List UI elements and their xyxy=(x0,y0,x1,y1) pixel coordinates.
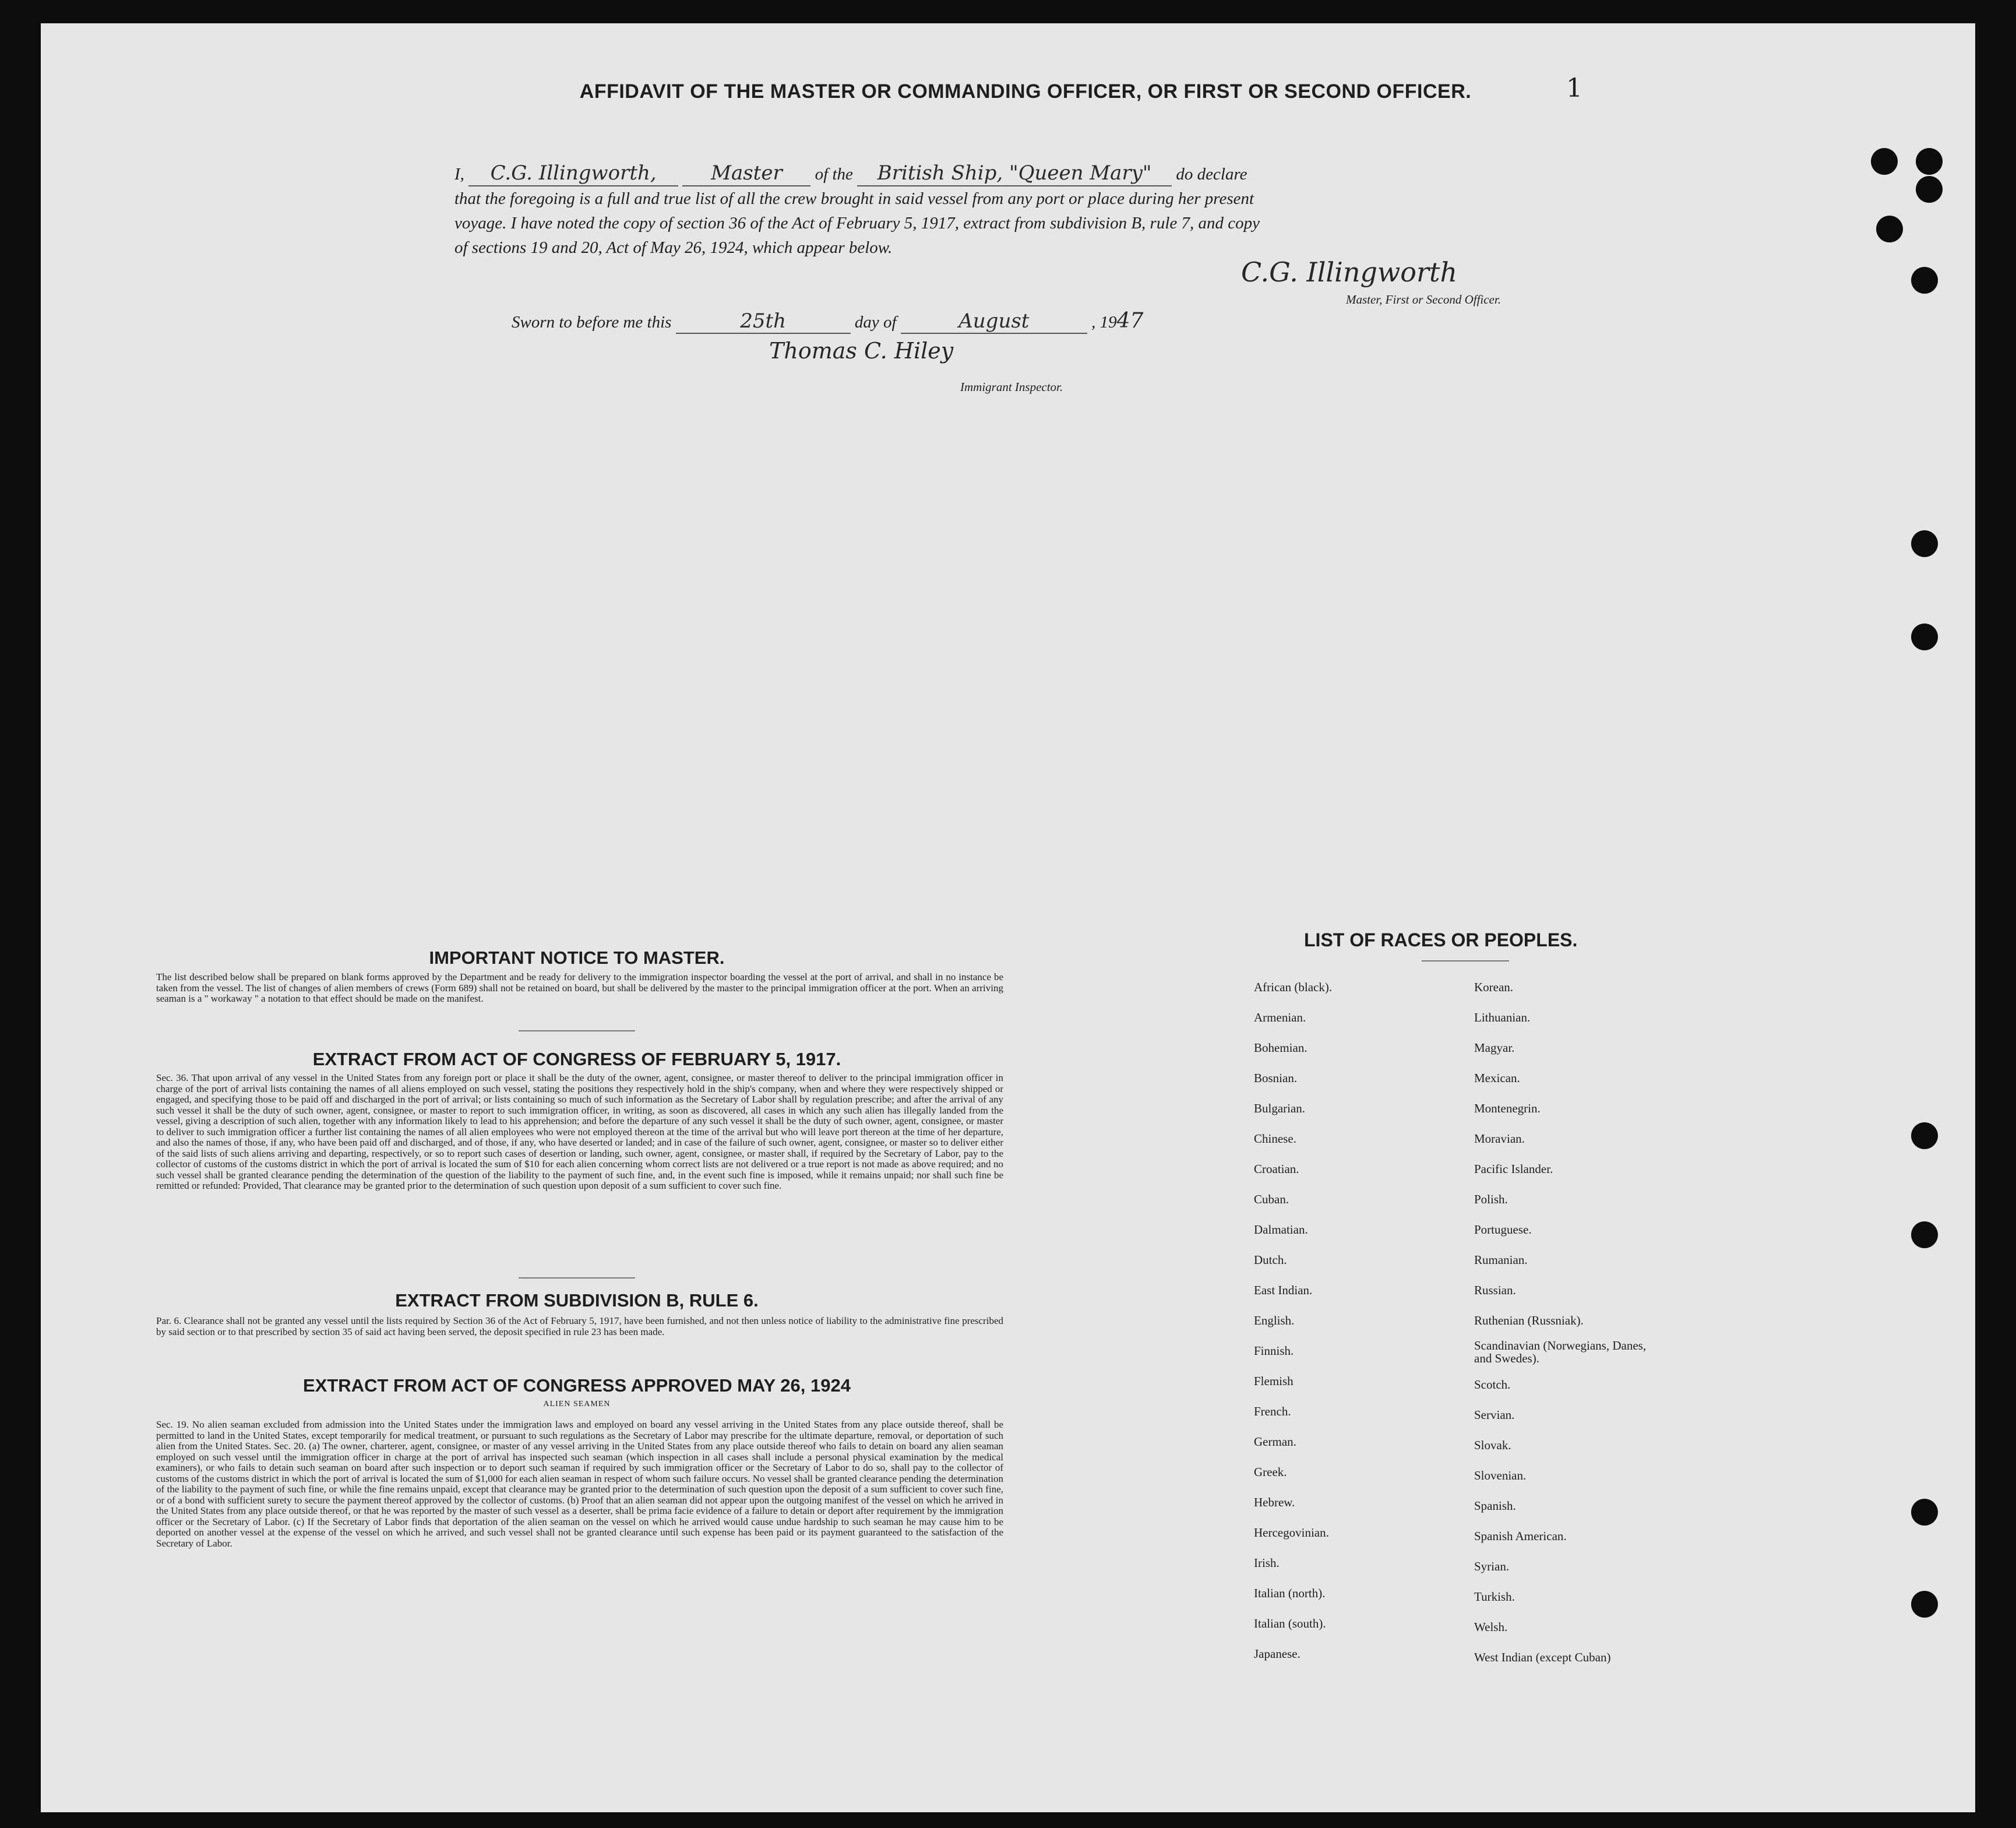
race-item: Flemish xyxy=(1254,1374,1294,1388)
extract-1924-title: EXTRACT FROM ACT OF CONGRESS APPROVED MAY 26, 1924 xyxy=(303,1375,851,1396)
sworn-label: Sworn to before me this xyxy=(512,313,672,332)
race-item: English. xyxy=(1254,1313,1295,1327)
race-item: Finnish. xyxy=(1254,1344,1294,1358)
year-prefix: , 19 xyxy=(1091,313,1117,332)
race-item: Cuban. xyxy=(1254,1192,1289,1206)
race-item: Hercegovinian. xyxy=(1254,1526,1329,1540)
race-item: Irish. xyxy=(1254,1556,1280,1570)
race-item: Korean. xyxy=(1474,980,1514,994)
races-title: LIST OF RACES OR PEOPLES. xyxy=(1304,929,1578,950)
race-item: Greek. xyxy=(1254,1465,1287,1479)
extract-rule6-title: EXTRACT FROM SUBDIVISION B, RULE 6. xyxy=(395,1290,759,1311)
race-item: Hebrew. xyxy=(1254,1495,1295,1509)
binder-hole xyxy=(1911,1122,1938,1149)
binder-hole xyxy=(1911,530,1938,557)
binder-hole xyxy=(1876,216,1903,242)
binder-hole xyxy=(1911,1221,1938,1248)
extract-rule6-text: Par. 6. Clearance shall not be granted any vessel until the lists required by Section 36 of the Act of February 5, 1917, have been furnished, and not then unless notice of liability to the administrative fine prescribed by said section or to that prescribed by section 35 of said act having been served, the deposit specified in rule 23 has been made. xyxy=(156,1315,1003,1337)
race-item: Portuguese. xyxy=(1474,1223,1532,1237)
race-item: Servian. xyxy=(1474,1408,1515,1422)
divider xyxy=(519,1030,635,1031)
race-item: Italian (south). xyxy=(1254,1616,1326,1630)
races-right-column xyxy=(1474,972,1661,1672)
inspector-signature: Thomas C. Hiley xyxy=(769,338,954,364)
race-item: Magyar. xyxy=(1474,1041,1515,1055)
affidavit-line-2: that the foregoing is a full and true list of all the crew brought in said vessel from any port or place during her present xyxy=(454,189,1254,208)
race-item: Italian (north). xyxy=(1254,1586,1326,1600)
of-the-label: of the xyxy=(815,165,853,184)
notice-title: IMPORTANT NOTICE TO MASTER. xyxy=(429,948,725,968)
race-item: Turkish. xyxy=(1474,1590,1515,1604)
race-item: Bosnian. xyxy=(1254,1071,1298,1085)
race-item: Bulgarian. xyxy=(1254,1101,1306,1115)
extract-1917-text: Sec. 36. That upon arrival of any vessel in the United States from any foreign port or place it shall be the duty of the owner, agent, consignee, or master thereof to deliver to the principal immigration officer in charge of the port of arrival lists containing the names of all aliens employed on such vessel, stating the positions they respectively hold in the ship's company, when and where they were respectively shipped or engaged, and specifying those to be paid off and discharged in the port of arrival; or lists containing so much of such information as the Secretary of Labor shall by regulation prescribe; and after the arrival of any such vessel it shall be the duty of such owner, agent, consignee, or master to report to such immigration officer, in writing, as soon as discovered, all cases in which any such alien has illegally landed from the vessel, giving a description of such alien, together with any information likely to lead to his apprehension; and before the departure of any such vessel it shall be the duty of such owner, agent, consignee, or master to deliver to such immigration officer a further list containing the names of all alien employees who were not employed thereon at the time of the arrival but who will leave port thereon at the time of her departure, and also the names of those, if any, who have been paid off and discharged, and of those, if any, who have deserted or landed; and in case of the failure of such owner, agent, consignee, or master so to deliver either of the said lists of such aliens arriving and departing, respectively, or so to report such cases of desertion or landing, such owner, agent, consignee, or master shall, if required by the Secretary of Labor, pay to the collector of customs of the customs district in which the port of arrival is located the sum of $10 for each alien concerning whom correct lists are not delivered or a true report is not made as above required; and no such vessel shall be granted clearance pending the determination of the question of the liability to the payment of such fine, and, in the event such fine is imposed, while it remains unpaid; nor shall such fine be remitted or refunded: Provided, That clearance may be granted prior to the determination of such question upon deposit of a sum sufficient to cover such fine. xyxy=(156,1072,1003,1191)
ship-field: British Ship, "Queen Mary" xyxy=(857,161,1172,186)
rank-field: Master xyxy=(682,161,810,186)
notice-text: The list described below shall be prepared on blank forms approved by the Department and be ready for delivery to the immigration inspector boarding the vessel at the port of arrival, and shall in no instance be taken from the vessel. The list of changes of alien members of crews (Form 689) shall not be retained on board, but shall be delivered by the master to the principal immigration officer at the port. When an arriving seaman is a " workaway " a notation to that effect should be made on the manifest. xyxy=(156,971,1003,1004)
race-item: African (black). xyxy=(1254,980,1333,994)
sworn-year-field: 47 xyxy=(1116,309,1144,333)
race-item: Montenegrin. xyxy=(1474,1101,1541,1115)
race-item: Mexican. xyxy=(1474,1071,1520,1085)
sworn-day-field: 25th xyxy=(676,309,851,334)
race-item: Japanese. xyxy=(1254,1647,1300,1661)
race-item: Moravian. xyxy=(1474,1132,1525,1146)
race-item: Chinese. xyxy=(1254,1132,1296,1146)
race-item: Dalmatian. xyxy=(1254,1223,1308,1237)
binder-hole xyxy=(1916,176,1943,203)
race-item: Welsh. xyxy=(1474,1620,1508,1634)
race-item: East Indian. xyxy=(1254,1283,1313,1297)
race-item: Scandinavian (Norwegians, Danes, and Swedes). xyxy=(1474,1339,1647,1365)
race-item: Slovak. xyxy=(1474,1438,1511,1452)
affidavit-line-1 xyxy=(454,161,1596,186)
race-item: Syrian. xyxy=(1474,1559,1510,1573)
race-item: French. xyxy=(1254,1404,1291,1418)
race-item: German. xyxy=(1254,1435,1296,1449)
race-item: Slovenian. xyxy=(1474,1468,1527,1482)
race-item: Spanish American. xyxy=(1474,1529,1567,1543)
binder-hole xyxy=(1911,267,1938,294)
race-item: Rumanian. xyxy=(1474,1253,1528,1267)
extract-1924-text: Sec. 19. No alien seaman excluded from admission into the United States under the immigration laws and employed on board any vessel arriving in the United States from any place outside thereof, shall be permitted to land in the United States, except temporarily for medical treatment, or pursuant to such regulations as the Secretary of Labor may prescribe for the ultimate departure, removal, or deportation of such alien from the United States. Sec. 20. (a) The owner, charterer, agent, consignee, or master of any vessel arriving in the United States from any place outside thereof who fails to detain on board any alien seaman employed on such vessel until the immigration officer in charge at the port of arrival has inspected such seaman (which inspection in all cases shall include a personal physical examination by the medical examiners), or who fails to detain such seaman on board after such inspection or to deport such seaman if required by such immigration officer or the Secretary of Labor to do so, shall pay to the collector of customs of the customs district in which the port of arrival is located the sum of $1,000 for each alien seaman in respect of whom such failure occurs. No vessel shall be granted clearance pending the determination of the liability to the payment of such fine, or while the fine remains unpaid, except that clearance may be granted prior to the determination of such question upon the deposit of a sum sufficient to cover such fine, or of a bond with sufficient surety to secure the payment thereof approved by the collector of customs. (b) Proof that an alien seaman did not appear upon the outgoing manifest of the vessel on which he arrived in the United States from any place outside thereof, or that he was reported by the master of such vessel as a deserter, shall be prima facie evidence of a failure to detain or deport after requirement by the immigration officer or the Secretary of Labor. (c) If the Secretary of Labor finds that deportation of the alien seaman on the vessel on which he arrived would cause undue hardship to such seaman he may cause him to be deported on another vessel at the expense of the vessel on which he arrived, and such vessel shall not be granted clearance until such expense has been paid or its payment guaranteed to the satisfaction of the Secretary of Labor. xyxy=(156,1419,1003,1549)
document-page xyxy=(41,23,1975,1812)
affidavit-statement xyxy=(454,161,1596,260)
race-item: Dutch. xyxy=(1254,1253,1287,1267)
sworn-line xyxy=(512,309,1143,334)
race-item: Scotch. xyxy=(1474,1378,1511,1392)
race-item: Russian. xyxy=(1474,1283,1516,1297)
race-item: Lithuanian. xyxy=(1474,1010,1531,1024)
page-mark: 1 xyxy=(1566,73,1583,103)
day-of-label: day of xyxy=(854,313,897,332)
binder-hole xyxy=(1871,148,1898,175)
race-item: Pacific Islander. xyxy=(1474,1162,1553,1176)
divider xyxy=(1422,960,1509,961)
inspector-caption: Immigrant Inspector. xyxy=(960,380,1063,394)
binder-hole xyxy=(1916,148,1943,175)
divider xyxy=(519,1277,635,1278)
binder-hole xyxy=(1911,1591,1938,1618)
race-item: Bohemian. xyxy=(1254,1041,1307,1055)
master-signature: C.G. Illingworth xyxy=(1241,256,1458,288)
do-declare-label: do declare xyxy=(1176,165,1247,184)
race-item: Polish. xyxy=(1474,1192,1508,1206)
master-name-field: C.G. Illingworth, xyxy=(468,161,678,186)
affidavit-line-3: voyage. I have noted the copy of section 36 of the Act of February 5, 1917, extract from subdivision B, rule 7, and copy xyxy=(454,214,1260,233)
word-i: I, xyxy=(454,165,464,184)
binder-hole xyxy=(1911,1499,1938,1526)
affidavit-line-4: of sections 19 and 20, Act of May 26, 1924, which appear below. xyxy=(454,238,893,257)
officer-caption: Master, First or Second Officer. xyxy=(1346,293,1501,307)
race-item: Armenian. xyxy=(1254,1010,1306,1024)
binder-hole xyxy=(1911,624,1938,650)
extract-1917-title: EXTRACT FROM ACT OF CONGRESS OF FEBRUARY 5, 1917. xyxy=(312,1049,841,1069)
races-left-column xyxy=(1254,972,1332,1669)
affidavit-title: AFFIDAVIT OF THE MASTER OR COMMANDING OFFICER, OR FIRST OR SECOND OFFICER. xyxy=(579,80,1472,103)
race-item: Ruthenian (Russniak). xyxy=(1474,1313,1584,1327)
race-item: West Indian (except Cuban) xyxy=(1474,1650,1611,1664)
race-item: Croatian. xyxy=(1254,1162,1299,1176)
sworn-month-field: August xyxy=(901,309,1087,334)
race-item: Spanish. xyxy=(1474,1499,1516,1513)
extract-1924-subtitle: ALIEN SEAMEN xyxy=(543,1400,611,1408)
